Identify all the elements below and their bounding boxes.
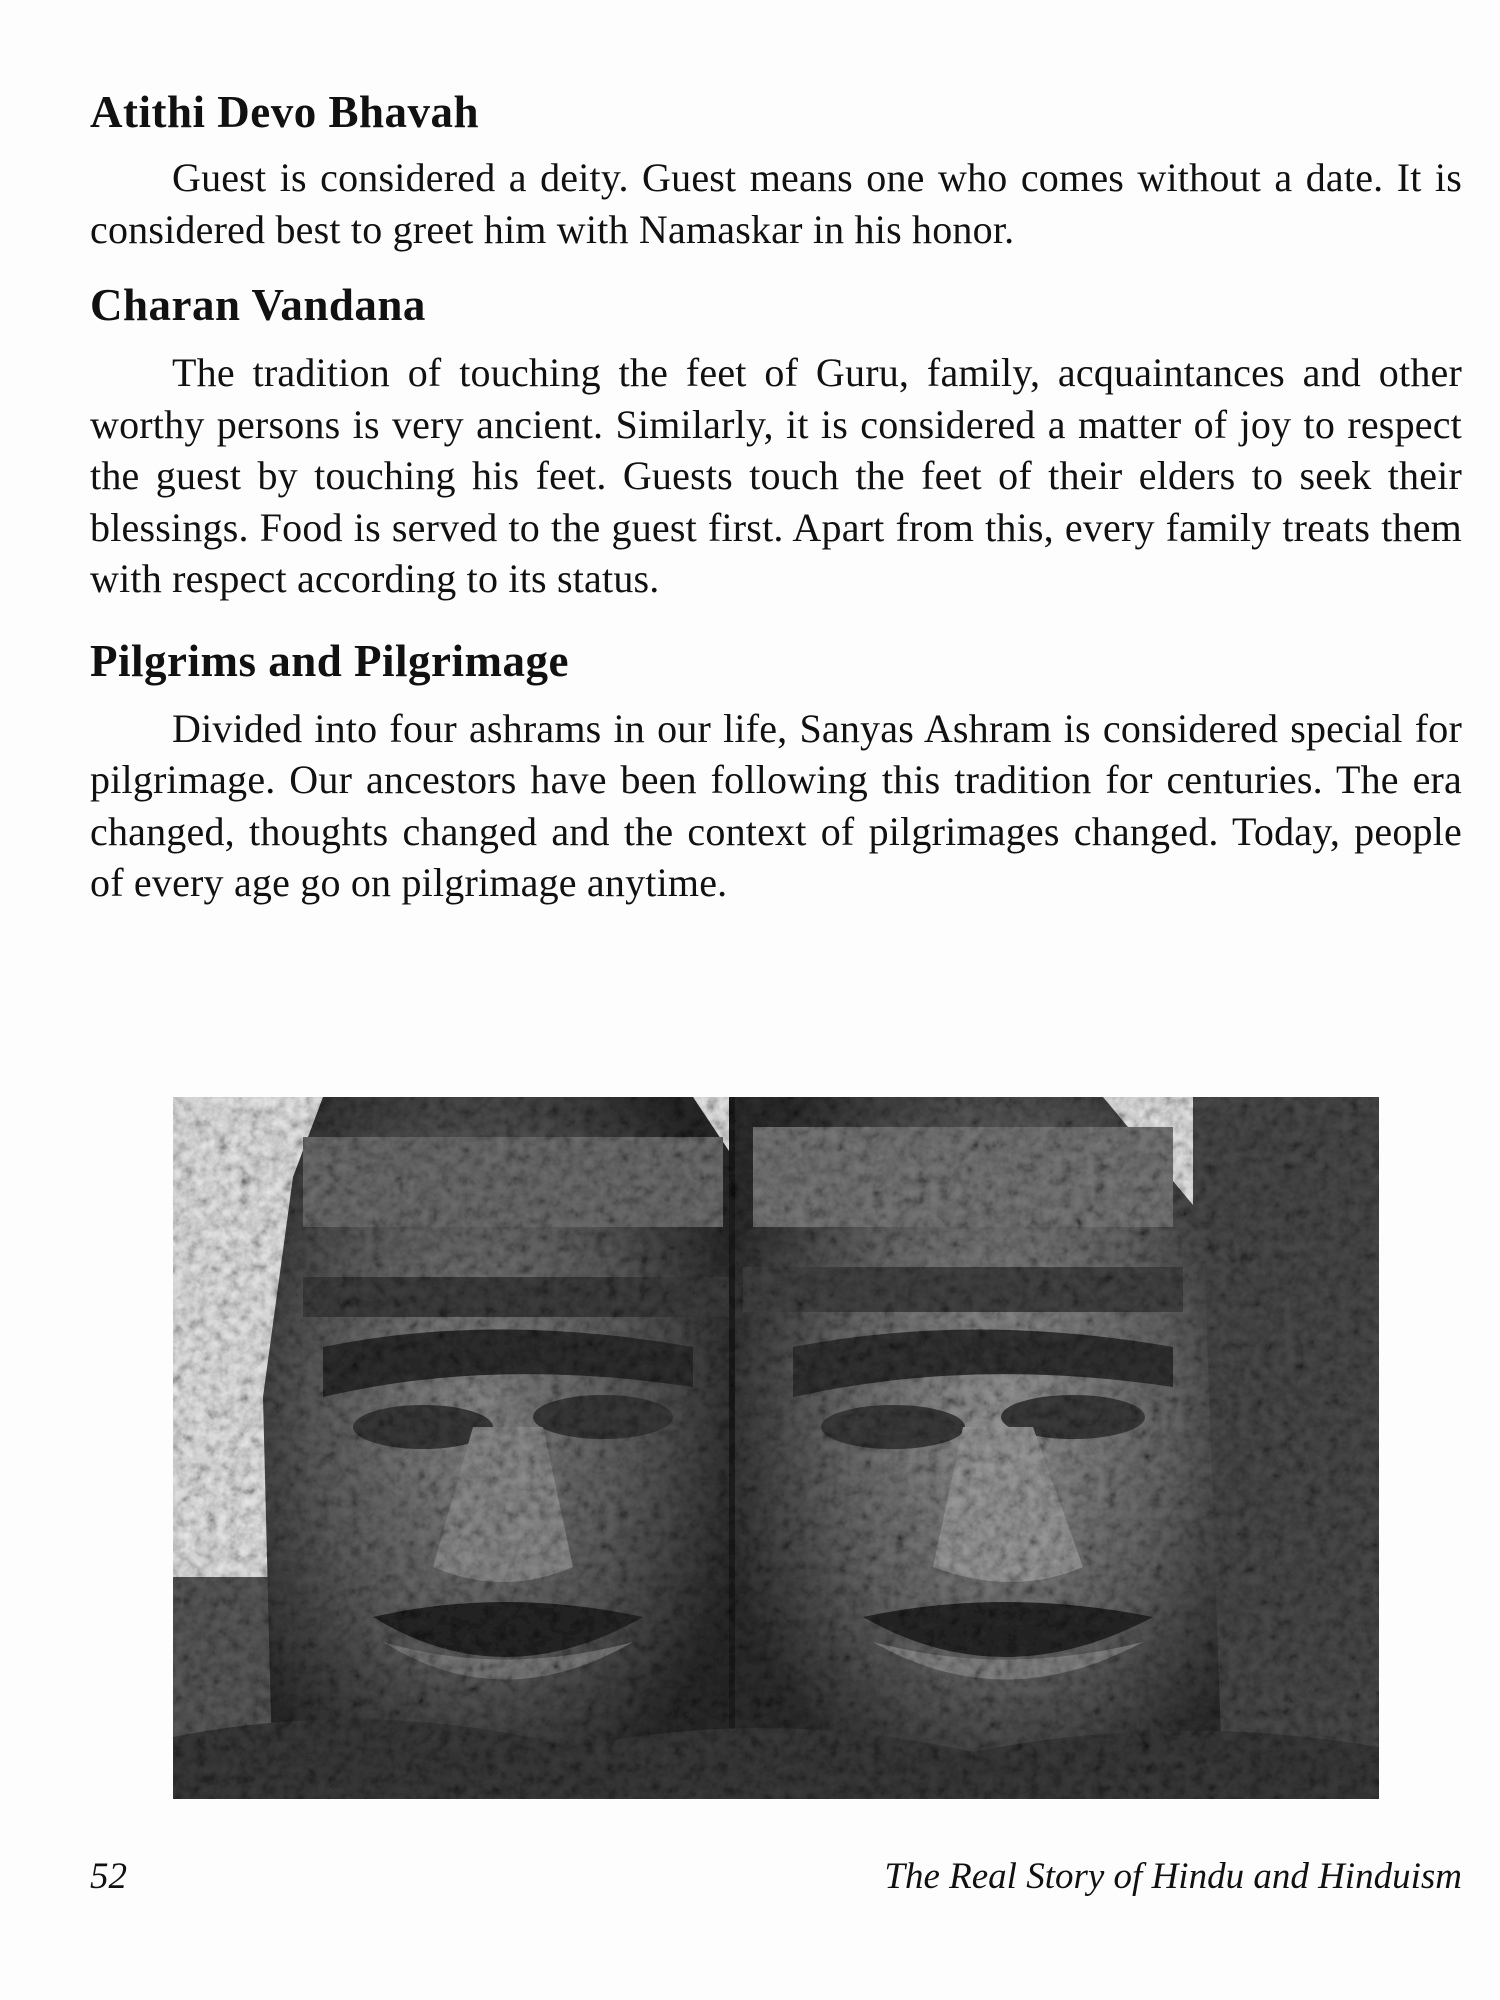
book-title: The Real Story of Hindu and Hinduism xyxy=(884,1856,1462,1897)
section-body-pilgrims: Divided into four ashrams in our life, Sanyas Ashram is considered special for pilgrimage. Our ancestors have been following this tradition for centuries. The era changed, thoughts changed and the context of pilgrimages changed. Today, people of every age go on pilgrimage anytime. xyxy=(90,705,1462,905)
section-heading-atithi-devo-bhavah: Atithi Devo Bhavah xyxy=(90,87,480,137)
photo-illustration xyxy=(173,1097,1379,1799)
page-content xyxy=(90,82,1462,909)
section-body-charan-vandana: The tradition of touching the feet of Guru, family, acquaintances and other worthy persons is very ancient. Similarly, it is considered a matter of joy to respect the guest by touching his feet. Guests touch the feet of their elders to seek their blessings. Food is served to the guest first. Apart from this, every family treats them with respect according to its status. xyxy=(90,350,1462,601)
page-footer xyxy=(90,1855,1462,1905)
section-heading-pilgrims: Pilgrims and Pilgrimage xyxy=(90,635,569,686)
section-heading-charan-vandana: Charan Vandana xyxy=(90,280,426,330)
temple-stone-faces-photo xyxy=(173,1097,1379,1799)
section-body-atithi-devo-bhavah: Guest is considered a deity. Guest means one who comes without a date. It is considered best to greet him with Namaskar in his honor. xyxy=(90,155,1462,252)
page-number: 52 xyxy=(90,1856,127,1897)
